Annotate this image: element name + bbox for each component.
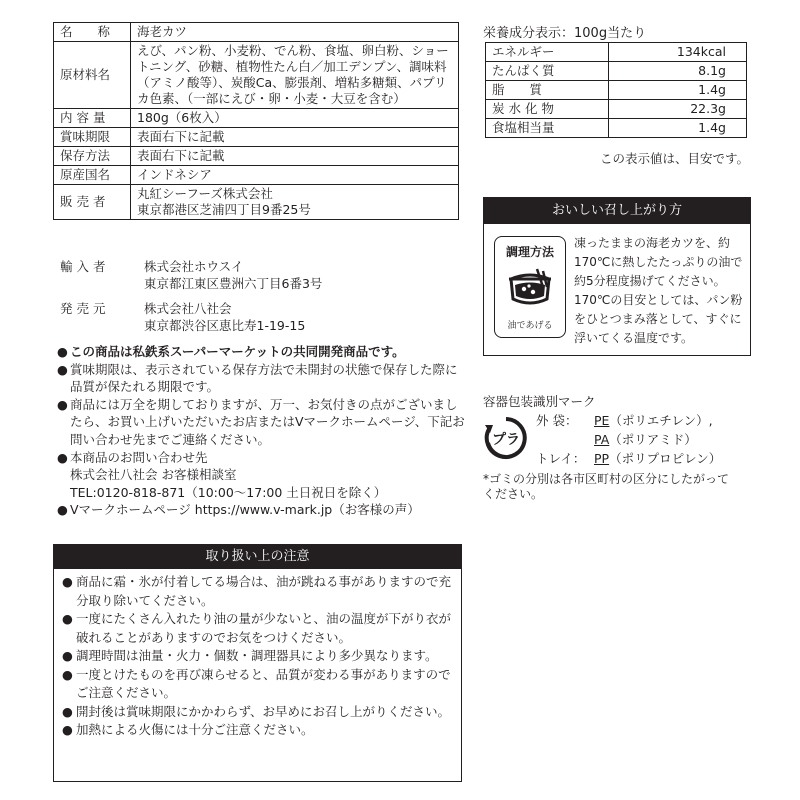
note-item	[57, 466, 467, 484]
handling-text: 一度にたくさん入れたり油の量が少ないと、油の温度が下がり衣が破れることがありますのでお気をつけください。	[76, 611, 452, 645]
handling-item	[62, 721, 453, 740]
nutrition-note: この表示値は、目安です。	[600, 151, 750, 166]
recycling-material	[594, 411, 713, 430]
spec-key: 原材料名	[54, 42, 131, 109]
importer-name: 株式会社ホウスイ	[144, 259, 244, 274]
spec-row-name	[54, 23, 459, 42]
bullet-icon: ●	[62, 666, 73, 682]
nutrition-row	[486, 62, 747, 81]
importer-key: 輸 入 者	[60, 259, 106, 274]
importer-address: 東京都江東区豊洲六丁目6番3号	[144, 276, 323, 291]
note-item	[57, 396, 467, 449]
note-text: TEL:0120-818-871（10:00〜17:00 土日祝日を除く）	[70, 484, 387, 500]
handling-box	[53, 544, 462, 782]
spec-row-storage	[54, 147, 459, 166]
spec-row-origin	[54, 166, 459, 185]
handling-text: 商品に霜・氷が付着してる場合は、油が跳ねる事がありますので充分取り除いてください。	[76, 574, 452, 608]
bullet-icon: ●	[57, 361, 68, 377]
badge-caption: 油であげる	[507, 321, 553, 331]
frying-pot-icon	[507, 265, 553, 311]
material-desc: （ポリエチレン）,	[609, 413, 713, 428]
nutrition-key: 脂 質	[486, 81, 609, 100]
bullet-icon: ●	[62, 648, 73, 663]
handling-item	[62, 573, 453, 610]
note-item	[57, 501, 467, 519]
nutrition-key: たんぱく質	[486, 62, 609, 81]
product-spec-table	[53, 22, 459, 220]
cooking-method-badge	[494, 236, 566, 338]
recycling-part: トレイ：	[536, 451, 586, 466]
bullet-icon: ●	[62, 611, 73, 626]
handling-title: 取り扱い上の注意	[54, 545, 461, 569]
recycling-material	[594, 430, 697, 449]
cooking-instructions: 凍ったままの海老カツを、約170℃に熱したたっぷりの油で約5分程度揚げてください。170℃の目安としては、パン粉をひとつまみ落として、すぐに浮いてくる温度です。	[574, 236, 743, 345]
spec-row-seller	[54, 185, 459, 220]
material-code: PP	[594, 451, 610, 466]
note-text: 株式会社八社会 お客様相談室	[70, 467, 237, 483]
material-code: PA	[594, 432, 610, 447]
note-text: 商品には万全を期しておりますが、万一、お気付きの点がございましたら、お買い上げいただいたお店またはVマークホームページ、下記お問い合わせ先までご連絡ください。	[70, 396, 465, 447]
handling-item	[62, 703, 453, 722]
bullet-icon	[57, 484, 70, 502]
spec-value: 180g（6枚入）	[131, 109, 459, 128]
spec-key: 原産国名	[54, 166, 131, 185]
spec-value: 表面右下に記載	[131, 128, 459, 147]
nutrition-key: 食塩相当量	[486, 119, 609, 138]
cooking-box	[483, 197, 751, 356]
nutrition-row	[486, 81, 747, 100]
notes-list	[57, 343, 467, 519]
bullet-icon: ●	[57, 502, 68, 518]
distributor-name: 株式会社八社会	[144, 301, 232, 316]
bullet-icon: ●	[62, 703, 73, 719]
note-text: Vマークホームページ https://www.v-mark.jp（お客様の声）	[70, 502, 420, 518]
nutrition-row	[486, 119, 747, 138]
nutrition-value: 8.1g	[609, 62, 747, 81]
handling-text: 開封後は賞味期限にかかわらず、お早めにお召し上がりください。	[76, 703, 451, 719]
recycle-symbol-text: プラ	[492, 432, 520, 448]
nutrition-title: 栄養成分表示：100g当たり	[483, 26, 647, 41]
cooking-title: おいしい召し上がり方	[484, 198, 750, 224]
distributor-address: 東京都渋谷区恵比寿1-19-15	[144, 318, 306, 333]
plastic-recycle-icon	[483, 415, 529, 461]
spec-value: インドネシア	[131, 166, 459, 185]
bullet-icon: ●	[62, 574, 73, 589]
nutrition-row	[486, 100, 747, 119]
distributor-key: 発 売 元	[60, 301, 106, 316]
spec-value: 表面右下に記載	[131, 147, 459, 166]
note-item	[57, 449, 467, 467]
distributor-block	[60, 300, 460, 336]
bullet-icon: ●	[57, 344, 68, 359]
handling-text: 加熱による火傷には十分ご注意ください。	[76, 722, 314, 737]
spec-value: えび、パン粉、小麦粉、でん粉、食塩、卵白粉、ショートニング、砂糖、植物性たん白／加工デンプン、調味料（アミノ酸等）、炭酸Ca、膨張剤、増粘多糖類、パプリカ色素、（一部にえび・卵・小麦・大豆を含む）	[131, 42, 459, 109]
recycling-title: 容器包装識別マーク	[483, 394, 596, 409]
handling-item	[62, 647, 453, 666]
recycling-part: 外 袋：	[536, 413, 578, 428]
spec-key: 保存方法	[54, 147, 131, 166]
note-text: この商品は私鉄系スーパーマーケットの共同開発商品です。	[70, 344, 405, 359]
nutrition-table	[485, 42, 747, 138]
nutrition-value: 1.4g	[609, 119, 747, 138]
bullet-icon: ●	[57, 449, 68, 465]
note-text: 賞味期限は、表示されている保存方法で未開封の状態で保存した際に品質が保たれる期限です。	[70, 361, 458, 395]
material-code: PE	[594, 413, 610, 428]
spec-key: 内 容 量	[54, 109, 131, 128]
spec-key: 名 称	[54, 23, 131, 42]
bullet-icon	[57, 466, 70, 484]
spec-row-ingredients	[54, 42, 459, 109]
material-desc: （ポリアミド）	[609, 432, 697, 447]
note-item	[57, 361, 467, 396]
handling-text: 一度とけたものを再び凍らせると、品質が変わる事がありますのでご注意ください。	[76, 666, 451, 700]
nutrition-value: 134kcal	[609, 43, 747, 62]
note-text: 本商品のお問い合わせ先	[70, 449, 208, 465]
nutrition-key: 炭 水 化 物	[486, 100, 609, 119]
handling-text: 調理時間は油量・火力・個数・調理器具により多少異なります。	[76, 648, 438, 663]
seller-name: 丸紅シーフーズ株式会社	[137, 186, 273, 201]
nutrition-value: 1.4g	[609, 81, 747, 100]
spec-key: 賞味期限	[54, 128, 131, 147]
importer-block	[60, 258, 460, 294]
handling-item	[62, 610, 453, 647]
nutrition-row	[486, 43, 747, 62]
bullet-icon: ●	[62, 722, 73, 737]
note-item	[57, 343, 467, 361]
spec-value	[131, 185, 459, 220]
handling-list	[54, 569, 461, 740]
spec-row-best-before	[54, 128, 459, 147]
spec-key: 販 売 者	[54, 185, 131, 220]
handling-item	[62, 666, 453, 703]
material-desc: （ポリプロピレン）	[609, 451, 722, 466]
recycling-note: *ゴミの分別は各市区町村の区分にしたがってください。	[483, 472, 730, 501]
recycling-material	[594, 449, 721, 468]
bullet-icon: ●	[57, 396, 68, 412]
spec-row-content	[54, 109, 459, 128]
seller-address: 東京都港区芝浦四丁目9番25号	[137, 202, 311, 217]
badge-title: 調理方法	[505, 245, 554, 259]
nutrition-key: エネルギー	[486, 43, 609, 62]
nutrition-value: 22.3g	[609, 100, 747, 119]
note-item	[57, 484, 467, 502]
spec-value: 海老カツ	[131, 23, 459, 42]
